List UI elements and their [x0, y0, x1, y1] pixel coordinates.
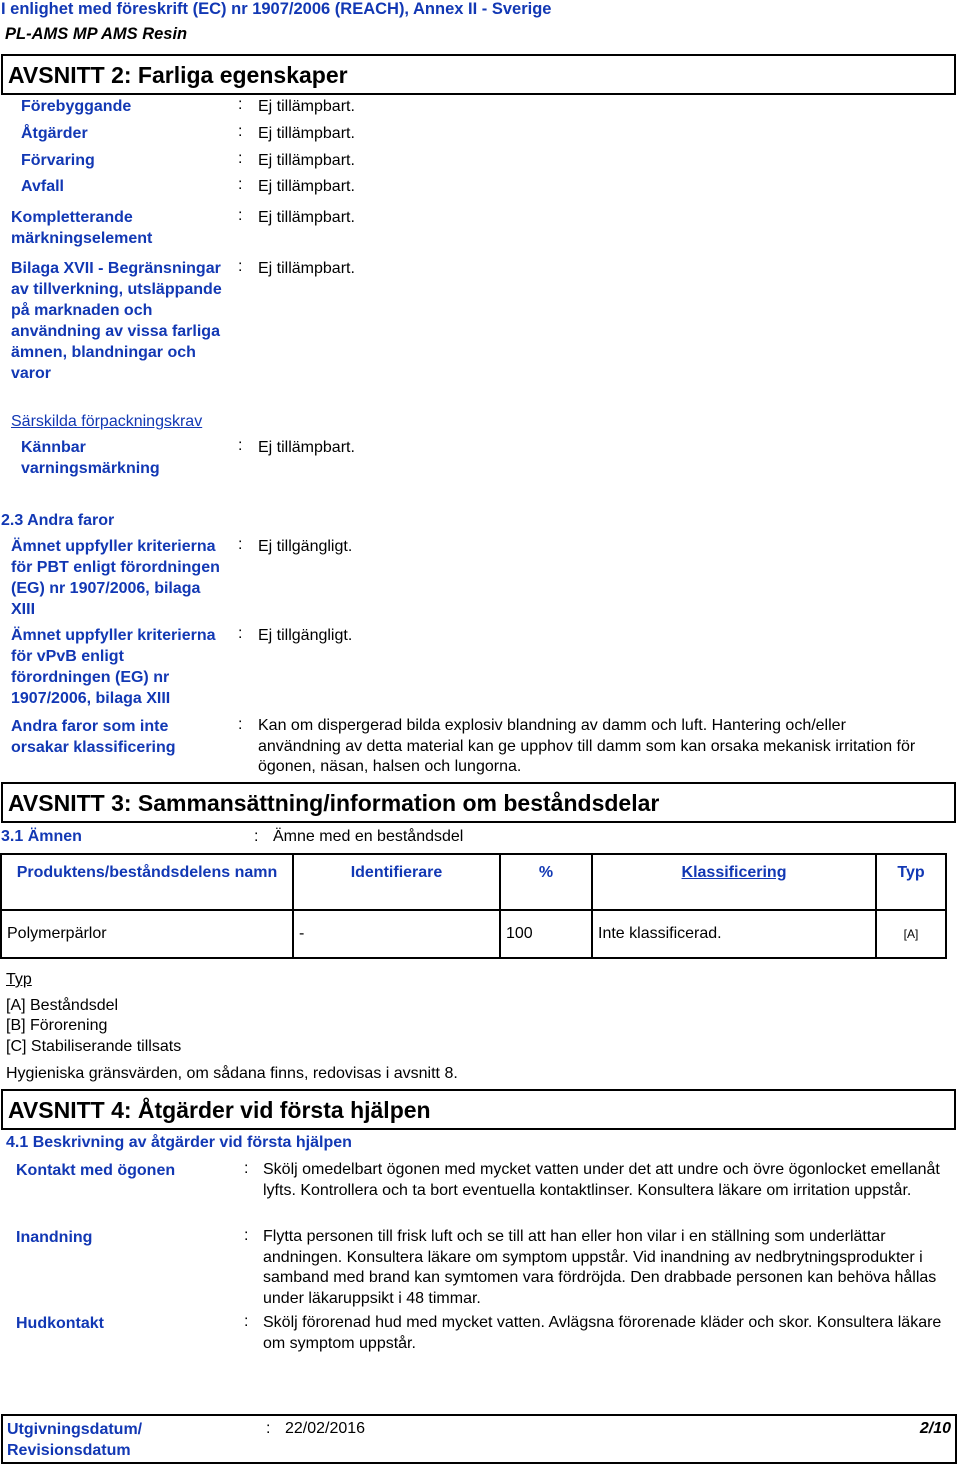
cell-type: [A] — [876, 910, 946, 958]
value-kannbar: Ej tillämpbart. — [258, 439, 355, 456]
exposure-note: Hygieniska gränsvärden, om sådana finns, redovisas i avsnitt 8. — [6, 1065, 458, 1082]
cell-name: Polymerpärlor — [1, 910, 293, 958]
colon: : — [238, 150, 243, 167]
footer-date-label: Utgivningsdatum/ Revisionsdatum — [7, 1421, 143, 1459]
value-eye-contact: Skölj omedelbart ögonen med mycket vatten under det att undre och övre ögonlocket emellanåt lyfts. Kontrollera och ta bort eventuella kontaktlinser. Konsultera läkare om irritation uppstår. — [263, 1161, 940, 1199]
section-4-title: AVSNITT 4: Åtgärder vid första hjälpen — [8, 1097, 431, 1123]
colon: : — [238, 123, 243, 140]
col-header-percent: % — [500, 854, 592, 910]
section-3-header — [1, 782, 956, 823]
colon: : — [238, 625, 243, 642]
label-pbt: Ämnet uppfyller kriterierna för PBT enligt förordningen (EG) nr 1907/2006, bilaga XIII — [11, 538, 220, 618]
substances-title: 3.1 Ämnen — [1, 828, 82, 845]
colon: : — [244, 1313, 249, 1330]
first-aid-subtitle: 4.1 Beskrivning av åtgärder vid första hjälpen — [6, 1134, 352, 1151]
section-2-title: AVSNITT 2: Farliga egenskaper — [8, 62, 348, 88]
type-legend-c: [C] Stabiliserande tillsats — [6, 1038, 182, 1055]
colon: : — [238, 258, 243, 275]
colon: : — [244, 1160, 249, 1177]
colon: : — [238, 96, 243, 113]
value-inhalation: Flytta personen till frisk luft och se till att han eller hon vilar i en ställning som underlättar andningen. Konsultera läkare om symptom uppstår. Vid inandning av nedbrytningsprodukter i samband med brand kan symtomen vara fördröjda. Den drabbade personen kan behöva hållas under läkaruppsikt i 48 timmar. — [263, 1228, 937, 1307]
value-bilaga-xvii: Ej tillämpbart. — [258, 260, 355, 277]
value-atgarder: Ej tillämpbart. — [258, 125, 355, 142]
value-skin-contact: Skölj förorenad hud med mycket vatten. Avlägsna förorenade kläder och skor. Konsultera läkare om symptom uppstår. — [263, 1314, 942, 1352]
label-other-hazards: Andra faror som inte orsakar klassificering — [11, 718, 176, 756]
label-avfall: Avfall — [21, 178, 64, 195]
value-vpvb: Ej tillgängligt. — [258, 627, 353, 644]
col-header-type: Typ — [876, 854, 946, 910]
colon: : — [244, 1227, 249, 1244]
other-hazards-title: 2.3 Andra faror — [1, 512, 115, 529]
type-legend-b: [B] Förorening — [6, 1017, 108, 1034]
value-avfall: Ej tillämpbart. — [258, 178, 355, 195]
value-forvaring: Ej tillämpbart. — [258, 152, 355, 169]
label-skin-contact: Hudkontakt — [16, 1315, 104, 1332]
substances-value: Ämne med en beståndsdel — [273, 828, 464, 845]
col-header-classification: Klassificering — [592, 854, 876, 910]
table-header-row — [1, 854, 946, 910]
footer-date: 22/02/2016 — [285, 1420, 366, 1437]
value-forebyggande: Ej tillämpbart. — [258, 98, 355, 115]
label-kompletterande: Kompletterande märkningselement — [11, 209, 153, 247]
composition-table — [0, 853, 947, 959]
label-vpvb: Ämnet uppfyller kriterierna för vPvB enligt förordningen (EG) nr 1907/2006, bilaga XIII — [11, 627, 216, 707]
label-forvaring: Förvaring — [21, 152, 95, 169]
cell-identifier: - — [293, 910, 500, 958]
colon: : — [238, 536, 243, 553]
cell-percent: 100 — [500, 910, 592, 958]
footer — [1, 1414, 957, 1464]
section-2-header — [1, 54, 956, 95]
label-bilaga-xvii: Bilaga XVII - Begränsningar av tillverkning, utsläppande på marknaden och användning av vissa farliga ämnen, blandningar och varor — [11, 260, 222, 382]
value-kompletterande: Ej tillämpbart. — [258, 209, 355, 226]
section-3-title: AVSNITT 3: Sammansättning/information om beståndsdelar — [8, 790, 660, 816]
label-forebyggande: Förebyggande — [21, 98, 132, 115]
label-eye-contact: Kontakt med ögonen — [16, 1162, 176, 1179]
page-number: 2/10 — [919, 1420, 951, 1437]
colon: : — [238, 437, 243, 454]
section-4-header — [1, 1089, 956, 1130]
special-packaging-heading: Särskilda förpackningskrav — [11, 413, 203, 430]
label-inhalation: Inandning — [16, 1229, 93, 1246]
col-header-identifier: Identifierare — [293, 854, 500, 910]
colon: : — [266, 1420, 271, 1437]
cell-classification: Inte klassificerad. — [592, 910, 876, 958]
colon: : — [254, 828, 259, 845]
col-header-name: Produktens/beståndsdelens namn — [1, 854, 293, 910]
product-name: PL-AMS MP AMS Resin — [5, 25, 188, 43]
colon: : — [238, 716, 243, 733]
value-pbt: Ej tillgängligt. — [258, 538, 353, 555]
colon: : — [238, 176, 243, 193]
type-legend-title: Typ — [6, 971, 32, 988]
table-row — [1, 910, 946, 958]
type-legend-a: [A] Beståndsdel — [6, 997, 119, 1014]
label-atgarder: Åtgärder — [21, 125, 88, 142]
colon: : — [238, 207, 243, 224]
value-other-hazards: Kan om dispergerad bilda explosiv blandning av damm och luft. Hantering och/eller användning av detta material kan ge upphov till damm som kan orsaka mekanisk irritation för ögonen, näsan, halsen och lungorna. — [258, 717, 916, 775]
document-title: I enlighet med föreskrift (EC) nr 1907/2006 (REACH), Annex II - Sverige — [1, 0, 552, 18]
label-kannbar: Kännbar varningsmärkning — [21, 439, 160, 477]
